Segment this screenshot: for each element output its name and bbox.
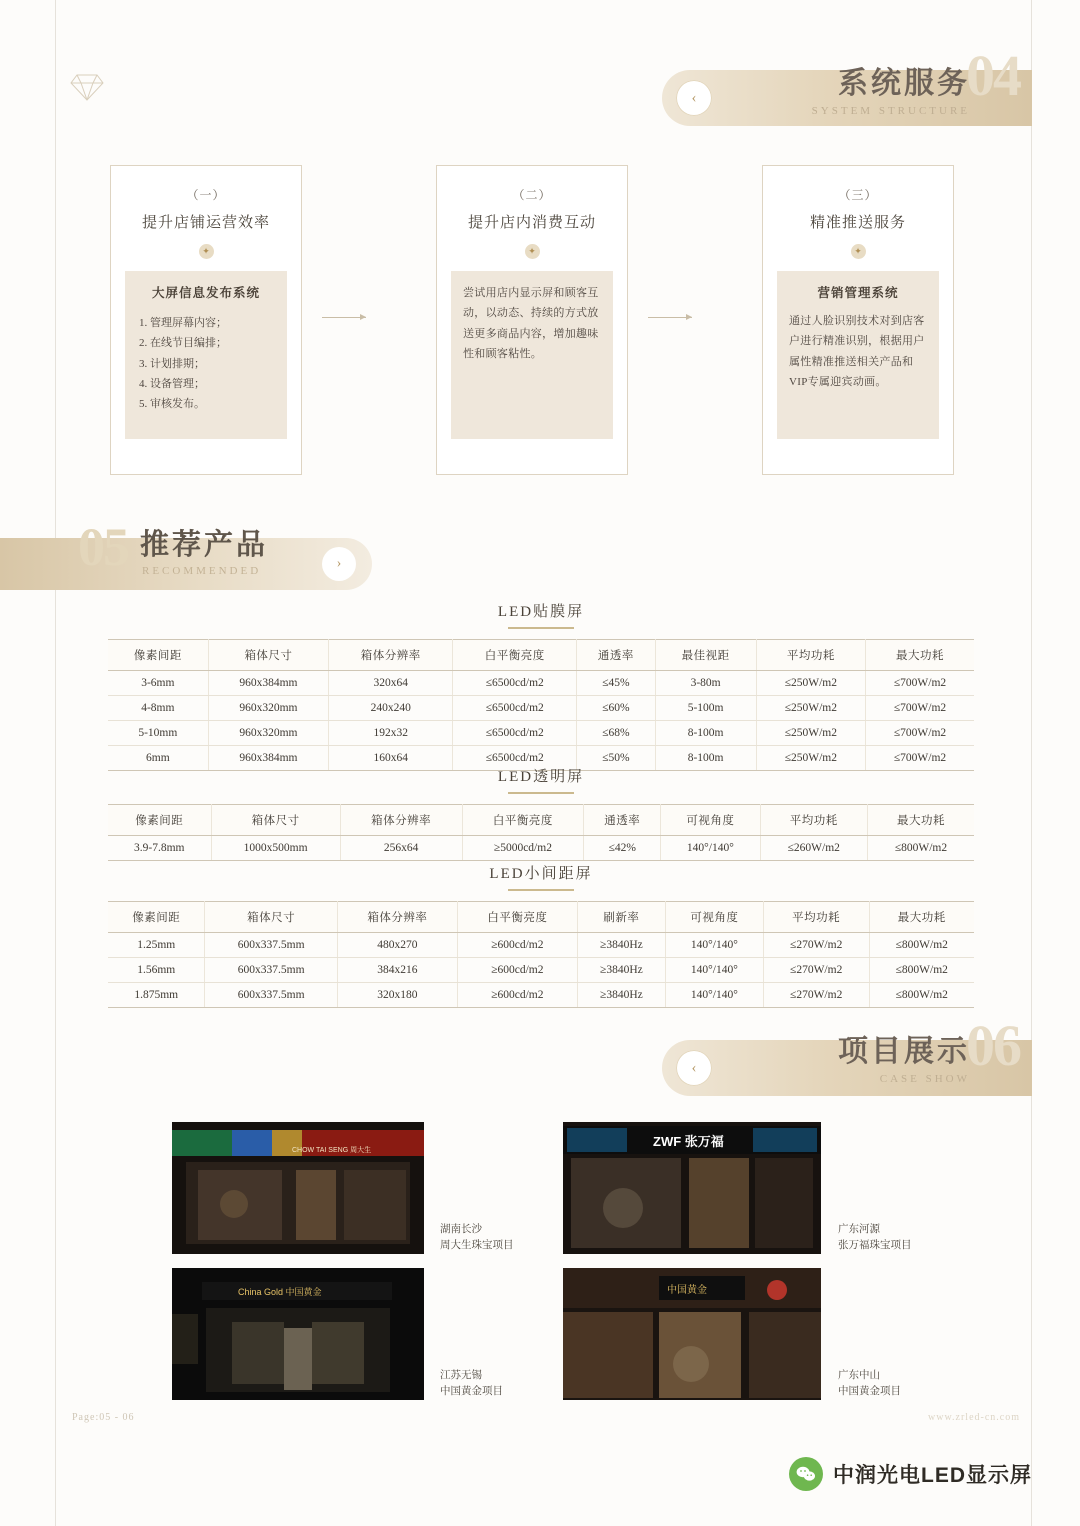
- section-04-nav-icon[interactable]: ‹: [676, 80, 712, 116]
- cell: ≤42%: [584, 836, 661, 861]
- cell: 384x216: [337, 958, 457, 983]
- product-table-2-block: [108, 765, 974, 861]
- cell: ≤250W/m2: [756, 671, 865, 696]
- card-arrow-2: [648, 317, 692, 318]
- product-table-3: [108, 901, 974, 1008]
- section-04-number: 04: [966, 43, 1020, 108]
- card-1-system-name: 大屏信息发布系统: [151, 286, 260, 300]
- case-caption-4-line2: 中国黄金项目: [838, 1385, 901, 1397]
- case-photo-2: [563, 1122, 821, 1254]
- website-label: www.zrled-cn.com: [928, 1412, 1020, 1423]
- cell: 5-100m: [655, 696, 756, 721]
- list-item: 4. 设备管理；: [139, 378, 205, 391]
- cell: ≤270W/m2: [763, 983, 869, 1008]
- cell: ≤6500cd/m2: [453, 721, 577, 746]
- wechat-brand-bar: [732, 1448, 1032, 1500]
- cell: 3-6mm: [108, 671, 208, 696]
- cell: 1000x500mm: [211, 836, 340, 861]
- col-header: 箱体分辨率: [329, 640, 453, 671]
- col-header: 平均功耗: [760, 805, 867, 836]
- case-caption-1: [440, 1222, 514, 1254]
- table-row: [108, 933, 974, 958]
- cell: ≤800W/m2: [869, 933, 974, 958]
- page-edge-right: [1031, 0, 1032, 1526]
- card-arrow-1: [322, 317, 366, 318]
- page-number-label: Page:05 - 06: [72, 1412, 135, 1423]
- table-header-row: [108, 640, 974, 671]
- col-header: 箱体分辨率: [337, 902, 457, 933]
- cell: 256x64: [340, 836, 462, 861]
- section-05-title-wrap: [78, 517, 269, 577]
- table-header-row: [108, 902, 974, 933]
- cell: ≤700W/m2: [866, 671, 974, 696]
- table-2-caption-rule: [508, 792, 574, 794]
- cell: 140°/140°: [661, 836, 760, 861]
- card-2-description: 尝试用店内显示屏和顾客互动，以动态、持续的方式放送更多商品内容，增加趣味性和顾客粘性。: [463, 287, 599, 361]
- cell: 600x337.5mm: [205, 933, 337, 958]
- svg-text:China Gold 中国黄金: China Gold 中国黄金: [238, 1287, 322, 1297]
- cell: 1.25mm: [108, 933, 205, 958]
- table-3-caption: LED小间距屏: [489, 866, 593, 882]
- list-item: 1. 管理屏幕内容；: [139, 317, 227, 329]
- cell: 600x337.5mm: [205, 958, 337, 983]
- cell: 3-80m: [655, 671, 756, 696]
- col-header: 可视角度: [665, 902, 763, 933]
- service-card-3: [762, 165, 954, 475]
- section-05-title-cn: 推荐产品: [140, 529, 269, 561]
- section-06-title-wrap: [838, 1026, 970, 1085]
- cell: 8-100m: [655, 746, 756, 771]
- card-3-index: （三）: [838, 188, 878, 202]
- case-photo-4-art: [563, 1268, 821, 1400]
- table-row: [108, 671, 974, 696]
- case-caption-4-line1: 广东中山: [838, 1370, 880, 1381]
- col-header: 最大功耗: [869, 902, 974, 933]
- cell: 960x320mm: [208, 721, 329, 746]
- cell: 192x32: [329, 721, 453, 746]
- section-06-title-cn: 项目展示: [838, 1035, 970, 1068]
- col-header: 像素间距: [108, 902, 205, 933]
- card-2-dot-icon: ✦: [525, 244, 540, 259]
- list-item: 2. 在线节目编排；: [139, 337, 227, 350]
- table-row: [108, 983, 974, 1008]
- cell: 960x320mm: [208, 696, 329, 721]
- cell: ≤6500cd/m2: [453, 671, 577, 696]
- col-header: 白平衡亮度: [453, 640, 577, 671]
- table-row: [108, 958, 974, 983]
- cell: ≤45%: [577, 671, 655, 696]
- cell: ≤700W/m2: [866, 721, 974, 746]
- table-2-caption: LED透明屏: [497, 769, 585, 785]
- case-photo-3: [172, 1268, 424, 1400]
- col-header: 像素间距: [108, 805, 211, 836]
- section-04-title-en: SYSTEM STRUCTURE: [811, 105, 970, 117]
- case-caption-3-line1: 江苏无锡: [440, 1370, 482, 1381]
- card-3-dot-icon: ✦: [851, 244, 866, 259]
- section-06-title-en: CASE SHOW: [879, 1073, 970, 1085]
- product-table-2: [108, 804, 974, 861]
- case-photo-1-art: [172, 1122, 424, 1254]
- section-05-number: 05: [78, 517, 128, 577]
- page-edge-left: [55, 0, 56, 1526]
- wechat-account-name: 中润光电LED显示屏: [833, 1464, 1032, 1487]
- cell: ≤250W/m2: [756, 721, 865, 746]
- cell: 160x64: [329, 746, 453, 771]
- case-caption-4: [838, 1368, 901, 1400]
- service-card-2: [436, 165, 628, 475]
- case-photo-4: [563, 1268, 821, 1400]
- table-3-caption-rule: [508, 889, 574, 891]
- cell: ≥600cd/m2: [457, 983, 577, 1008]
- wechat-icon: [789, 1457, 823, 1491]
- col-header: 箱体尺寸: [211, 805, 340, 836]
- cell: ≥3840Hz: [577, 933, 665, 958]
- case-caption-3: [440, 1368, 503, 1400]
- card-2-inner: [451, 271, 613, 439]
- svg-text:CHOW TAI SENG 周大生: CHOW TAI SENG 周大生: [292, 1147, 372, 1154]
- card-2-index: （二）: [512, 188, 552, 202]
- cell: 960x384mm: [208, 746, 329, 771]
- service-card-1: [110, 165, 302, 475]
- cell: 960x384mm: [208, 671, 329, 696]
- cell: 320x180: [337, 983, 457, 1008]
- section-06-nav-icon[interactable]: ‹: [676, 1050, 712, 1086]
- col-header: 最大功耗: [866, 640, 974, 671]
- case-photo-1: [172, 1122, 424, 1254]
- card-1-index: （一）: [186, 188, 226, 202]
- card-3-system-name: 营销管理系统: [817, 286, 899, 300]
- cell: ≥3840Hz: [577, 958, 665, 983]
- cell: 3.9-7.8mm: [108, 836, 211, 861]
- diamond-logo-icon: [70, 72, 104, 102]
- col-header: 刷新率: [577, 902, 665, 933]
- card-1-inner: [125, 271, 287, 439]
- cell: ≤60%: [577, 696, 655, 721]
- col-header: 可视角度: [661, 805, 760, 836]
- cell: 6mm: [108, 746, 208, 771]
- table-1-caption: LED贴膜屏: [497, 604, 585, 620]
- col-header: 箱体分辨率: [340, 805, 462, 836]
- cell: 140°/140°: [665, 958, 763, 983]
- card-2-title: 提升店内消费互动: [467, 215, 596, 231]
- cell: 8-100m: [655, 721, 756, 746]
- col-header: 白平衡亮度: [462, 805, 584, 836]
- cell: ≤250W/m2: [756, 746, 865, 771]
- col-header: 最佳视距: [655, 640, 756, 671]
- cell: ≥600cd/m2: [457, 958, 577, 983]
- card-3-title: 精准推送服务: [809, 215, 906, 231]
- col-header: 白平衡亮度: [457, 902, 577, 933]
- case-photo-3-art: [172, 1268, 424, 1400]
- col-header: 像素间距: [108, 640, 208, 671]
- table-row: [108, 696, 974, 721]
- case-caption-1-line1: 湖南长沙: [440, 1224, 482, 1235]
- cell: 140°/140°: [665, 983, 763, 1008]
- cell: 5-10mm: [108, 721, 208, 746]
- product-table-1-block: [108, 600, 974, 771]
- cell: 320x64: [329, 671, 453, 696]
- case-caption-2-line2: 张万福珠宝项目: [838, 1239, 912, 1251]
- cell: ≤6500cd/m2: [453, 746, 577, 771]
- section-04-title-cn: 系统服务: [838, 67, 970, 100]
- section-04-title-wrap: [812, 58, 970, 117]
- cell: ≤68%: [577, 721, 655, 746]
- list-item: 3. 计划排期；: [139, 357, 205, 370]
- col-header: 平均功耗: [763, 902, 869, 933]
- cell: ≤700W/m2: [866, 696, 974, 721]
- case-caption-2: [838, 1222, 912, 1254]
- cell: 4-8mm: [108, 696, 208, 721]
- product-table-1: [108, 639, 974, 771]
- cell: ≤270W/m2: [763, 958, 869, 983]
- case-caption-1-line2: 周大生珠宝项目: [440, 1239, 514, 1251]
- svg-text:ZWF 张万福: ZWF 张万福: [653, 1134, 724, 1149]
- col-header: 通透率: [577, 640, 655, 671]
- cell: ≤700W/m2: [866, 746, 974, 771]
- section-05-nav-icon[interactable]: ›: [322, 547, 356, 581]
- cell: ≤800W/m2: [869, 958, 974, 983]
- cell: 240x240: [329, 696, 453, 721]
- card-1-feature-list: [139, 313, 275, 415]
- section-06-number: 06: [966, 1013, 1020, 1078]
- cell: ≤6500cd/m2: [453, 696, 577, 721]
- card-3-inner: [777, 271, 939, 439]
- cell: ≥5000cd/m2: [462, 836, 584, 861]
- table-1-caption-rule: [508, 627, 574, 629]
- card-3-description: 通过人脸识别技术对到店客户进行精准识别，根据用户属性精准推送相关产品和VIP专属迎宾动画。: [789, 315, 925, 389]
- col-header: 最大功耗: [867, 805, 974, 836]
- case-photo-2-art: [563, 1122, 821, 1254]
- list-item: 5. 审核发布。: [139, 398, 205, 411]
- cell: 140°/140°: [665, 933, 763, 958]
- case-caption-2-line1: 广东河源: [838, 1224, 880, 1235]
- cell: ≤50%: [577, 746, 655, 771]
- cell: ≥3840Hz: [577, 983, 665, 1008]
- cell: ≤270W/m2: [763, 933, 869, 958]
- col-header: 箱体尺寸: [205, 902, 337, 933]
- cell: ≤800W/m2: [867, 836, 974, 861]
- cell: 480x270: [337, 933, 457, 958]
- cell: ≥600cd/m2: [457, 933, 577, 958]
- product-table-3-block: [108, 862, 974, 1008]
- card-1-title: 提升店铺运营效率: [141, 215, 270, 231]
- cell: 600x337.5mm: [205, 983, 337, 1008]
- card-1-dot-icon: ✦: [199, 244, 214, 259]
- service-cards: [110, 165, 970, 477]
- svg-text:中国黄金: 中国黄金: [667, 1285, 707, 1296]
- table-row: [108, 721, 974, 746]
- col-header: 通透率: [584, 805, 661, 836]
- table-header-row: [108, 805, 974, 836]
- cell: ≤250W/m2: [756, 696, 865, 721]
- section-05-title-en: RECOMMENDED: [142, 565, 262, 577]
- col-header: 平均功耗: [756, 640, 865, 671]
- wechat-glyph-icon: [796, 1466, 816, 1482]
- case-caption-3-line2: 中国黄金项目: [440, 1385, 503, 1397]
- cell: ≤260W/m2: [760, 836, 867, 861]
- cell: ≤800W/m2: [869, 983, 974, 1008]
- cell: 1.875mm: [108, 983, 205, 1008]
- col-header: 箱体尺寸: [208, 640, 329, 671]
- cell: 1.56mm: [108, 958, 205, 983]
- table-row: [108, 836, 974, 861]
